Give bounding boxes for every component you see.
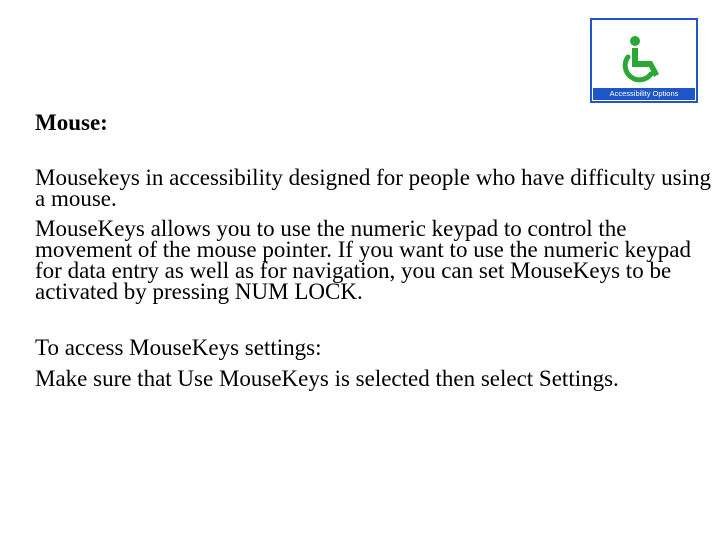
paragraph-select-settings: Make sure that Use MouseKeys is selected then select Settings. (35, 366, 619, 391)
accessibility-icon-head (630, 36, 640, 46)
accessibility-icon-caption: Accessibility Options (593, 88, 695, 100)
accessibility-icon-wheel (625, 57, 651, 80)
accessibility-options-icon-box (590, 18, 698, 103)
document-body (35, 112, 721, 389)
paragraph-mousekeys-intro: Mousekeys in accessibility designed for people who have difficulty using a mouse. (35, 165, 712, 211)
accessibility-icon (618, 34, 670, 86)
paragraph-mousekeys-description: MouseKeys allows you to use the numeric keypad to control the movement of the mouse pointer. If you want to use the numeric keypad for data entry as well as for navigation, you can set MouseKeys to be activated by pressing NUM LOCK. (35, 216, 691, 304)
paragraph-access-settings: To access MouseKeys settings: (35, 335, 322, 360)
section-heading: Mouse: (35, 110, 108, 135)
accessibility-icon-body (632, 48, 659, 77)
